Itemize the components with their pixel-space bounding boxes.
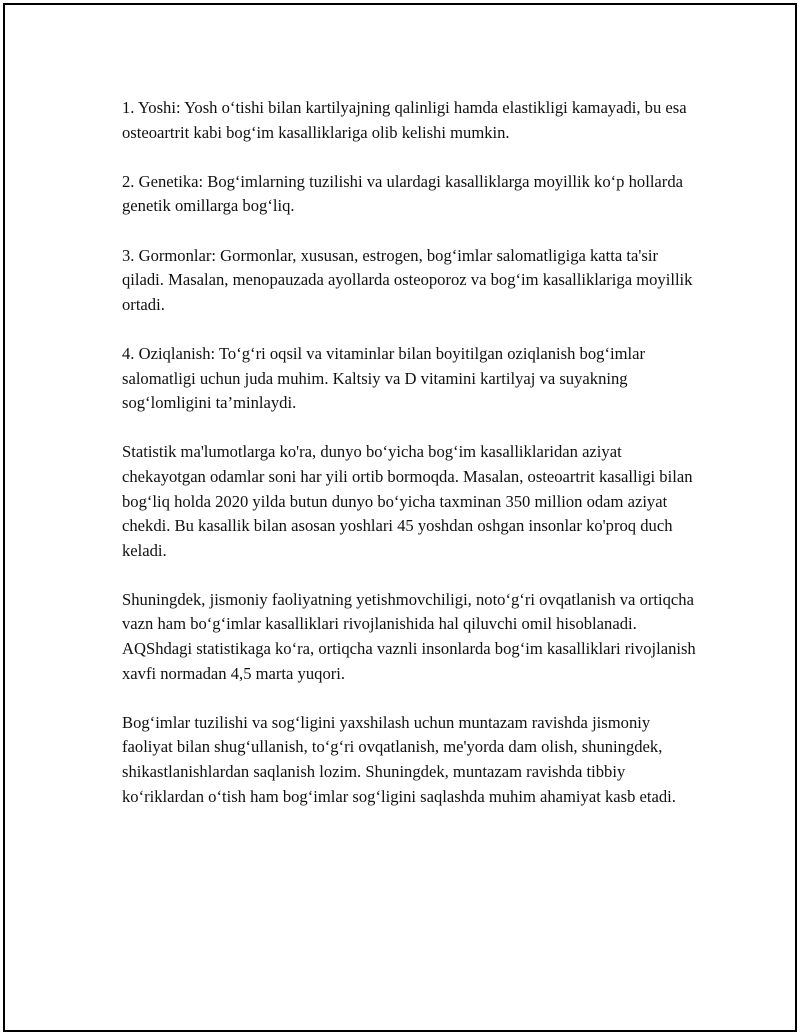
document-body <box>122 96 702 834</box>
page-frame <box>3 3 797 1032</box>
paragraph-nutrition: 4. Oziqlanish: Toʻgʻri oqsil va vitaminlar bilan boyitilgan oziqlanish bogʻimlar salomatligi uchun juda muhim. Kaltsiy va D vitamini kartilyaj va suyakning sogʻlomligini ta’minlaydi. <box>122 343 645 413</box>
paragraph-genetics: 2. Genetika: Bogʻimlarning tuzilishi va ulardagi kasalliklarga moyillik koʻp hollarda genetik omillarga bogʻliq. <box>122 171 683 216</box>
paragraph-statistics: Statistik ma'lumotlarga ko'ra, dunyo boʻyicha bogʻim kasalliklaridan aziyat chekayotgan odamlar soni har yili ortib bormoqda. Masalan, osteoartrit kasalligi bilan bogʻliq holda 2020 yilda butun dunyo boʻyicha taxminan 350 million odam aziyat chekdi. Bu kasallik bilan asosan yoshlari 45 yoshdan oshgan insonlar ko'proq duch keladi. <box>122 442 693 560</box>
paragraph-age: 1. Yoshi: Yosh oʻtishi bilan kartilyajning qalinligi hamda elastikligi kamayadi, bu esa osteoartrit kabi bogʻim kasalliklariga olib kelishi mumkin. <box>122 98 687 142</box>
paragraph-prevention: Bogʻimlar tuzilishi va sogʻligini yaxshilash uchun muntazam ravishda jismoniy faoliyat bilan shugʻullanish, toʻgʻri ovqatlanish, me'yorda dam olish, shuningdek, shikastlanishlardan saqlanish lozim. Shuningdek, muntazam ravishda tibbiy koʻriklardan oʻtish ham bogʻimlar sogʻligini saqlashda muhim ahamiyat kasb etadi. <box>122 712 676 806</box>
paragraph-hormones: 3. Gormonlar: Gormonlar, xususan, estrogen, bogʻimlar salomatligiga katta ta'sir qiladi. Masalan, menopauzada ayollarda osteoporoz va bogʻim kasalliklariga moyillik ortadi. <box>122 245 693 314</box>
paragraph-risk-factors: Shuningdek, jismoniy faoliyatning yetishmovchiligi, notoʻgʻri ovqatlanish va ortiqcha vazn ham boʻgʻimlar kasalliklari rivojlanishida hal qiluvchi omil hisoblanadi. AQShdagi statistikaga koʻra, ortiqcha vaznli insonlarda bogʻim kasalliklari rivojlanish xavfi normadan 4,5 marta yuqori. <box>122 589 696 683</box>
